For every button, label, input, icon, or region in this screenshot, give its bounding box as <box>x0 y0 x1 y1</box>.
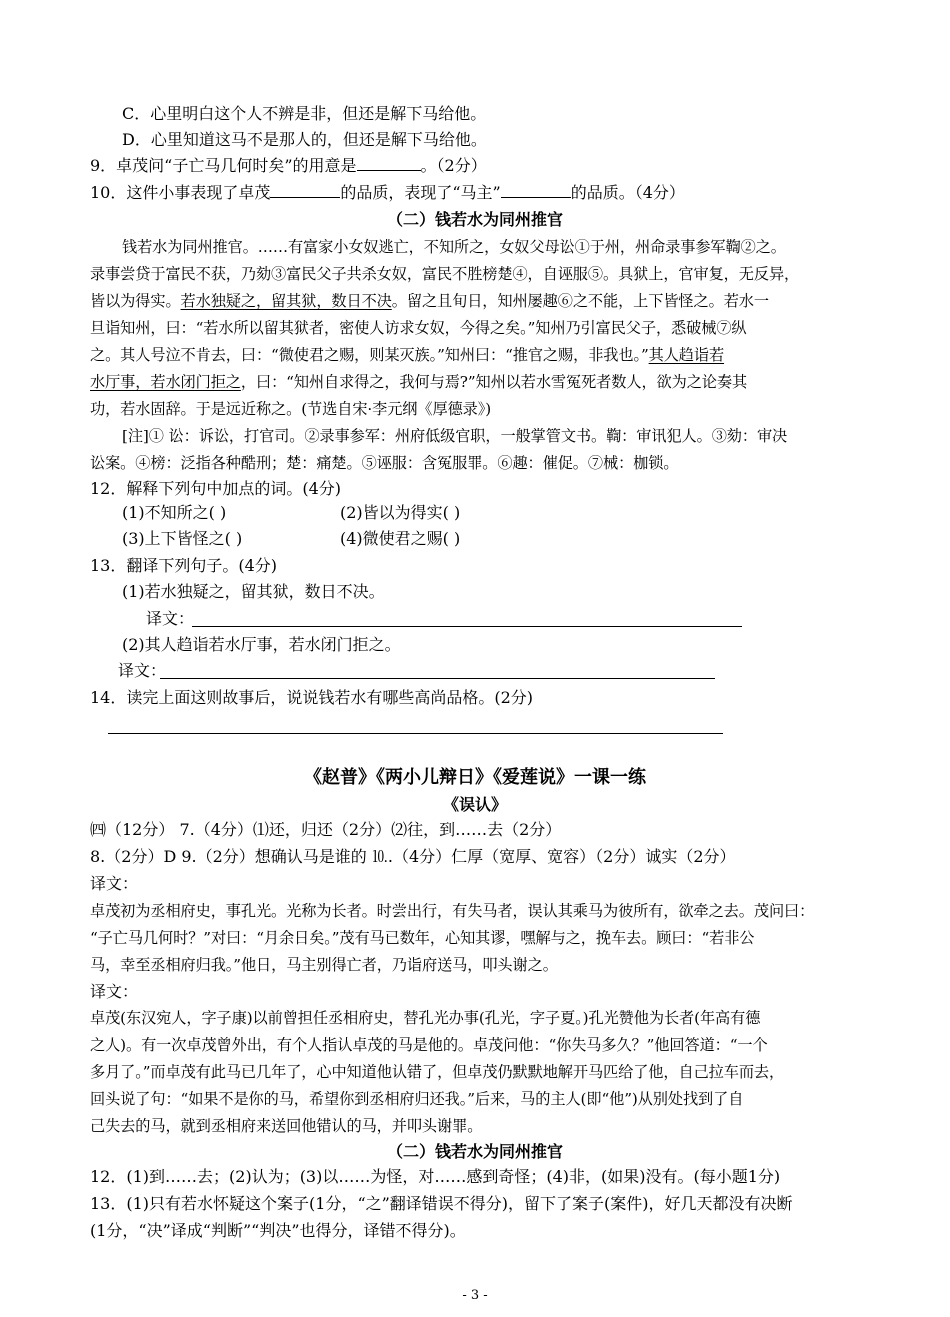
translation-label: 译文： <box>146 609 195 628</box>
translation-line: 之人)。有一次卓茂曾外出，有个人指认卓茂的马是他的。卓茂问他：“你失马多久？”他回答道：“一个 <box>90 1036 768 1054</box>
answer-blank <box>357 156 421 171</box>
answer-key-title: 《赵普》《两小儿辩日》《爱莲说》一课一练 <box>304 767 646 788</box>
question-14: 14．读完上面这则故事后，说说钱若水有哪些高尚品格。(2分) <box>90 688 534 707</box>
passage-line: 钱若水为同州推官。……有富家小女奴逃亡，不知所之，女奴父母讼①于州，州命录事参军鞫②之。 <box>122 238 786 256</box>
answer-12: 12．(1)到……去；(2)认为；(3)以……为怪，对……感到奇怪；(4)非，(如果)没有。(每小题1分) <box>90 1167 781 1186</box>
translation-label: 译文： <box>118 661 167 680</box>
passage-line: 旦诣知州，曰：“若水所以留其狱者，密使人访求女奴，今得之矣。”知州乃引富民父子，悉破械⑦纵 <box>90 319 747 337</box>
answer-line <box>108 733 723 734</box>
translation-label: 译文： <box>90 982 139 1001</box>
answer-line <box>192 626 742 627</box>
original-text-line: 卓茂初为丞相府史，事孔光。光称为长者。时尝出行，有失马者，误认其乘马为彼所有，欲牵之去。茂问曰： <box>90 902 815 920</box>
q12-item-1: (1)不知所之( ) <box>122 503 227 522</box>
passage-line: 录事尝贷于富民不获，乃劾③富民父子共杀女奴，富民不胜榜楚④，自诬服⑤。具狱上，官审复，无反异， <box>90 265 800 283</box>
question-9: 9．卓茂问“子亡马几何时矣”的用意是 。（2分） <box>90 156 487 175</box>
answer-13-line: (1分，“决”译成“判断”“判决”也得分，译错不得分)。 <box>90 1221 466 1240</box>
original-text-line: “子亡马几何时？”对曰：“月余日矣。”茂有马已数年，心知其谬，嘿解与之，挽车去。顾曰：“若非公 <box>90 929 755 947</box>
translation-line: 回头说了句：“如果不是你的马，希望你到丞相府归还我。”后来，马的主人(即“他”)从别处找到了自 <box>90 1090 744 1108</box>
option-d: D．心里知道这马不是那人的，但还是解下马给他。 <box>122 130 487 149</box>
q12-item-4: (4)微使君之赐( ) <box>340 529 461 548</box>
answer-line <box>160 678 715 679</box>
page-number: - 3 - <box>462 1288 488 1303</box>
question-12: 12．解释下列句中加点的词。(4分) <box>90 479 342 498</box>
answer-blank <box>501 183 571 198</box>
answer-section-title: （二）钱若水为同州推官 <box>386 1142 563 1161</box>
footnote-line: [注]① 讼：诉讼，打官司。②录事参军：州府低级官职，一般掌管文书。鞫：审讯犯人。③劾：审决 <box>122 427 788 445</box>
answer-13-line: 13．(1)只有若水怀疑这个案子(1分，“之”翻译错误不得分)，留下了案子(案件)，好几天都没有决断 <box>90 1194 793 1213</box>
question-10: 10．这件小事表现了卓茂 的品质，表现了“马主” 的品质。（4分） <box>90 183 685 202</box>
q13-sentence-1: (1)若水独疑之，留其狱，数日不决。 <box>122 582 385 601</box>
answer-blank <box>270 183 340 198</box>
question-13: 13．翻译下列句子。(4分) <box>90 556 278 575</box>
translation-label: 译文： <box>90 874 139 893</box>
translation-line: 多月了。”而卓茂有此马已几年了，心中知道他认错了，但卓茂仍默默地解开马匹给了他，自己拉车而去， <box>90 1063 785 1081</box>
translation-line: 己失去的马，就到丞相府来送回他错认的马，并叩头谢罪。 <box>90 1117 483 1135</box>
passage-line: 皆以为得实。若水独疑之，留其狱，数日不决。留之且旬日，知州屡趣⑥之不能，上下皆怪之。若水一 <box>90 292 769 310</box>
answer-line-2: 8.（2分）D 9.（2分）想确认马是谁的 ⒑.（4分）仁厚（宽厚、宽容）（2分）诚实（2分） <box>90 847 736 866</box>
q12-item-3: (3)上下皆怪之( ) <box>122 529 243 548</box>
original-text-line: 马，幸至丞相府归我。”他日，马主别得亡者，乃诣府送马，叩头谢之。 <box>90 956 558 974</box>
passage-title: （二）钱若水为同州推官 <box>386 210 563 229</box>
answer-line-1: ㈣（12分） 7.（4分）⑴还，归还（2分）⑵往，到……去（2分） <box>90 820 562 839</box>
translation-line: 卓茂(东汉宛人，字子康)以前曾担任丞相府史，替孔光办事(孔光，字子夏。)孔光赞他为长者(年高有德 <box>90 1009 761 1027</box>
option-c: C．心里明白这个人不辨是非，但还是解下马给他。 <box>122 104 487 123</box>
answer-subtitle: 《误认》 <box>442 795 507 814</box>
passage-line: 功，若水固辞。于是远近称之。(节选自宋·李元纲《厚德录》) <box>90 400 492 418</box>
q13-sentence-2: (2)其人趋诣若水厅事，若水闭门拒之。 <box>122 635 401 654</box>
passage-line: 水厅事，若水闭门拒之，曰：“知州自求得之，我何与焉?”知州以若水雪冤死者数人，欲为之论奏其 <box>90 373 748 391</box>
q12-item-2: (2)皆以为得实( ) <box>340 503 461 522</box>
footnote-line: 讼案。④榜：泛指各种酷刑；楚：痛楚。⑤诬服：含冤服罪。⑥趣：催促。⑦械：枷锁。 <box>90 454 679 472</box>
passage-line: 之。其人号泣不肯去，曰：“微使君之赐，则某灭族。”知州曰：“推官之赐，非我也。”其人趋诣若 <box>90 346 725 364</box>
